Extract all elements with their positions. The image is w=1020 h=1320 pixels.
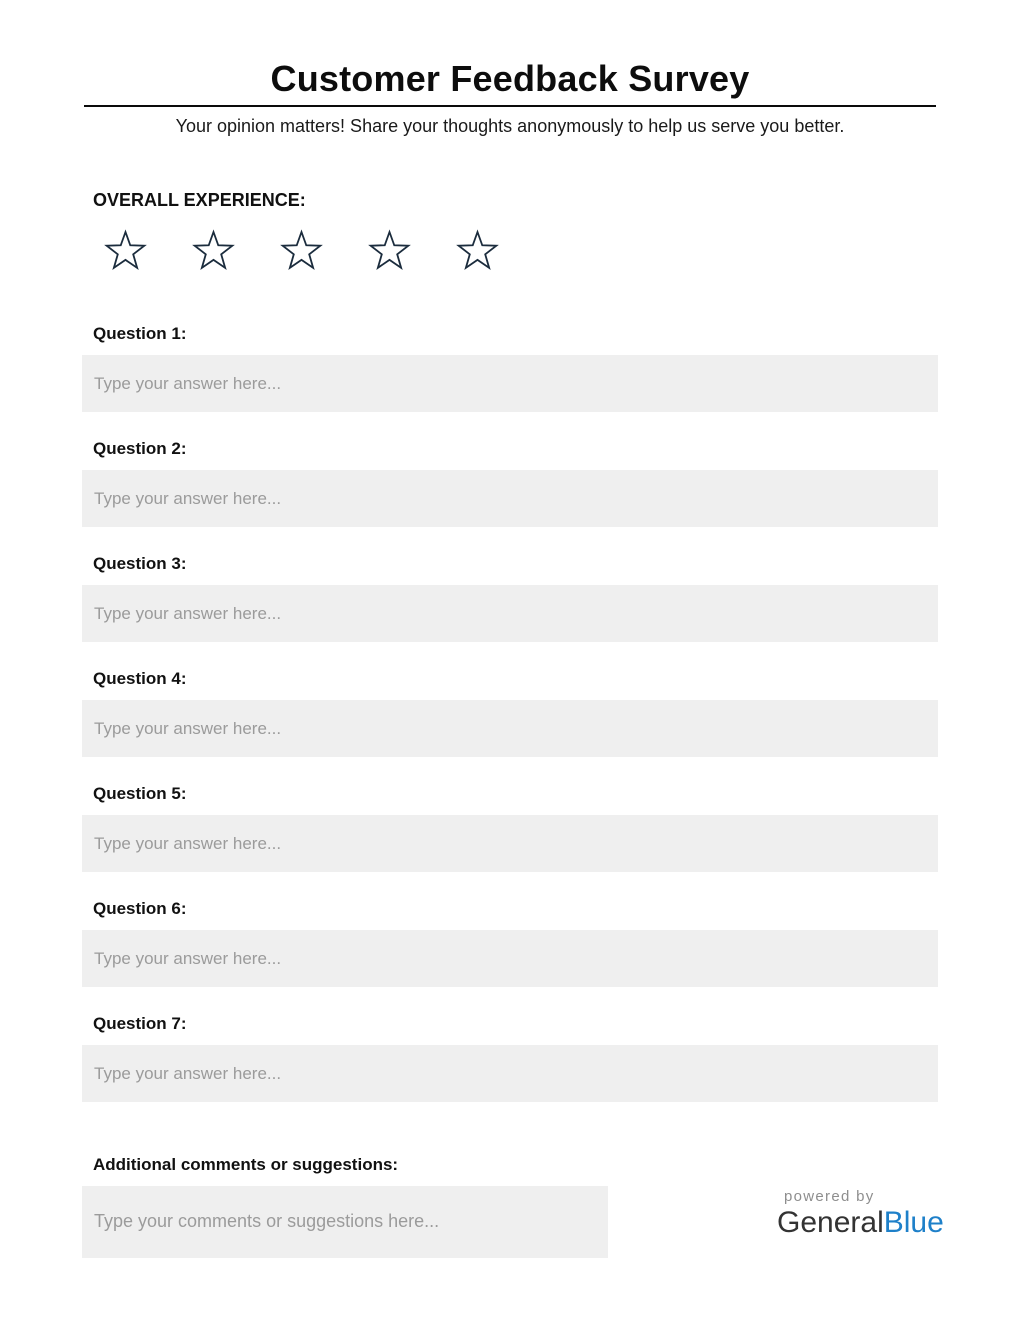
- powered-by-label: powered by: [784, 1188, 875, 1205]
- question-block-4: [82, 669, 938, 757]
- question-block-3: [82, 554, 938, 642]
- question-2-label: Question 2:: [93, 439, 187, 459]
- question-6-input[interactable]: [82, 930, 938, 987]
- question-7-input[interactable]: [82, 1045, 938, 1102]
- question-1-input[interactable]: [82, 355, 938, 412]
- question-3-input[interactable]: [82, 585, 938, 642]
- star-icon[interactable]: [455, 227, 500, 273]
- brand-general-text: General: [777, 1206, 884, 1239]
- comments-label: Additional comments or suggestions:: [93, 1155, 399, 1175]
- star-icon[interactable]: [103, 227, 148, 273]
- form-content: [82, 190, 938, 1258]
- question-block-6: [82, 899, 938, 987]
- star-outline-icon: [103, 227, 148, 273]
- comments-textarea[interactable]: [82, 1186, 608, 1258]
- star-icon[interactable]: [367, 227, 412, 273]
- question-block-7: [82, 1014, 938, 1102]
- star-outline-icon: [279, 227, 324, 273]
- question-7-label: Question 7:: [93, 1014, 187, 1034]
- question-block-2: [82, 439, 938, 527]
- star-icon[interactable]: [191, 227, 236, 273]
- title-divider: [84, 105, 936, 107]
- star-outline-icon: [367, 227, 412, 273]
- question-block-5: [82, 784, 938, 872]
- overall-experience-label: OVERALL EXPERIENCE:: [93, 190, 306, 211]
- brand-footer: [777, 1188, 947, 1240]
- question-5-label: Question 5:: [93, 784, 187, 804]
- page-title: Customer Feedback Survey: [270, 58, 750, 99]
- question-4-input[interactable]: [82, 700, 938, 757]
- question-block-1: [82, 324, 938, 412]
- question-3-label: Question 3:: [93, 554, 187, 574]
- question-5-input[interactable]: [82, 815, 938, 872]
- question-4-label: Question 4:: [93, 669, 187, 689]
- question-6-label: Question 6:: [93, 899, 187, 919]
- page-subtitle: Your opinion matters! Share your thoughts anonymously to help us serve you better.: [175, 116, 845, 137]
- brand-logo: [777, 1206, 947, 1240]
- question-2-input[interactable]: [82, 470, 938, 527]
- star-outline-icon: [191, 227, 236, 273]
- star-rating: [103, 227, 938, 273]
- question-1-label: Question 1:: [93, 324, 187, 344]
- star-icon[interactable]: [279, 227, 324, 273]
- star-outline-icon: [455, 227, 500, 273]
- brand-blue-text: Blue: [883, 1206, 944, 1239]
